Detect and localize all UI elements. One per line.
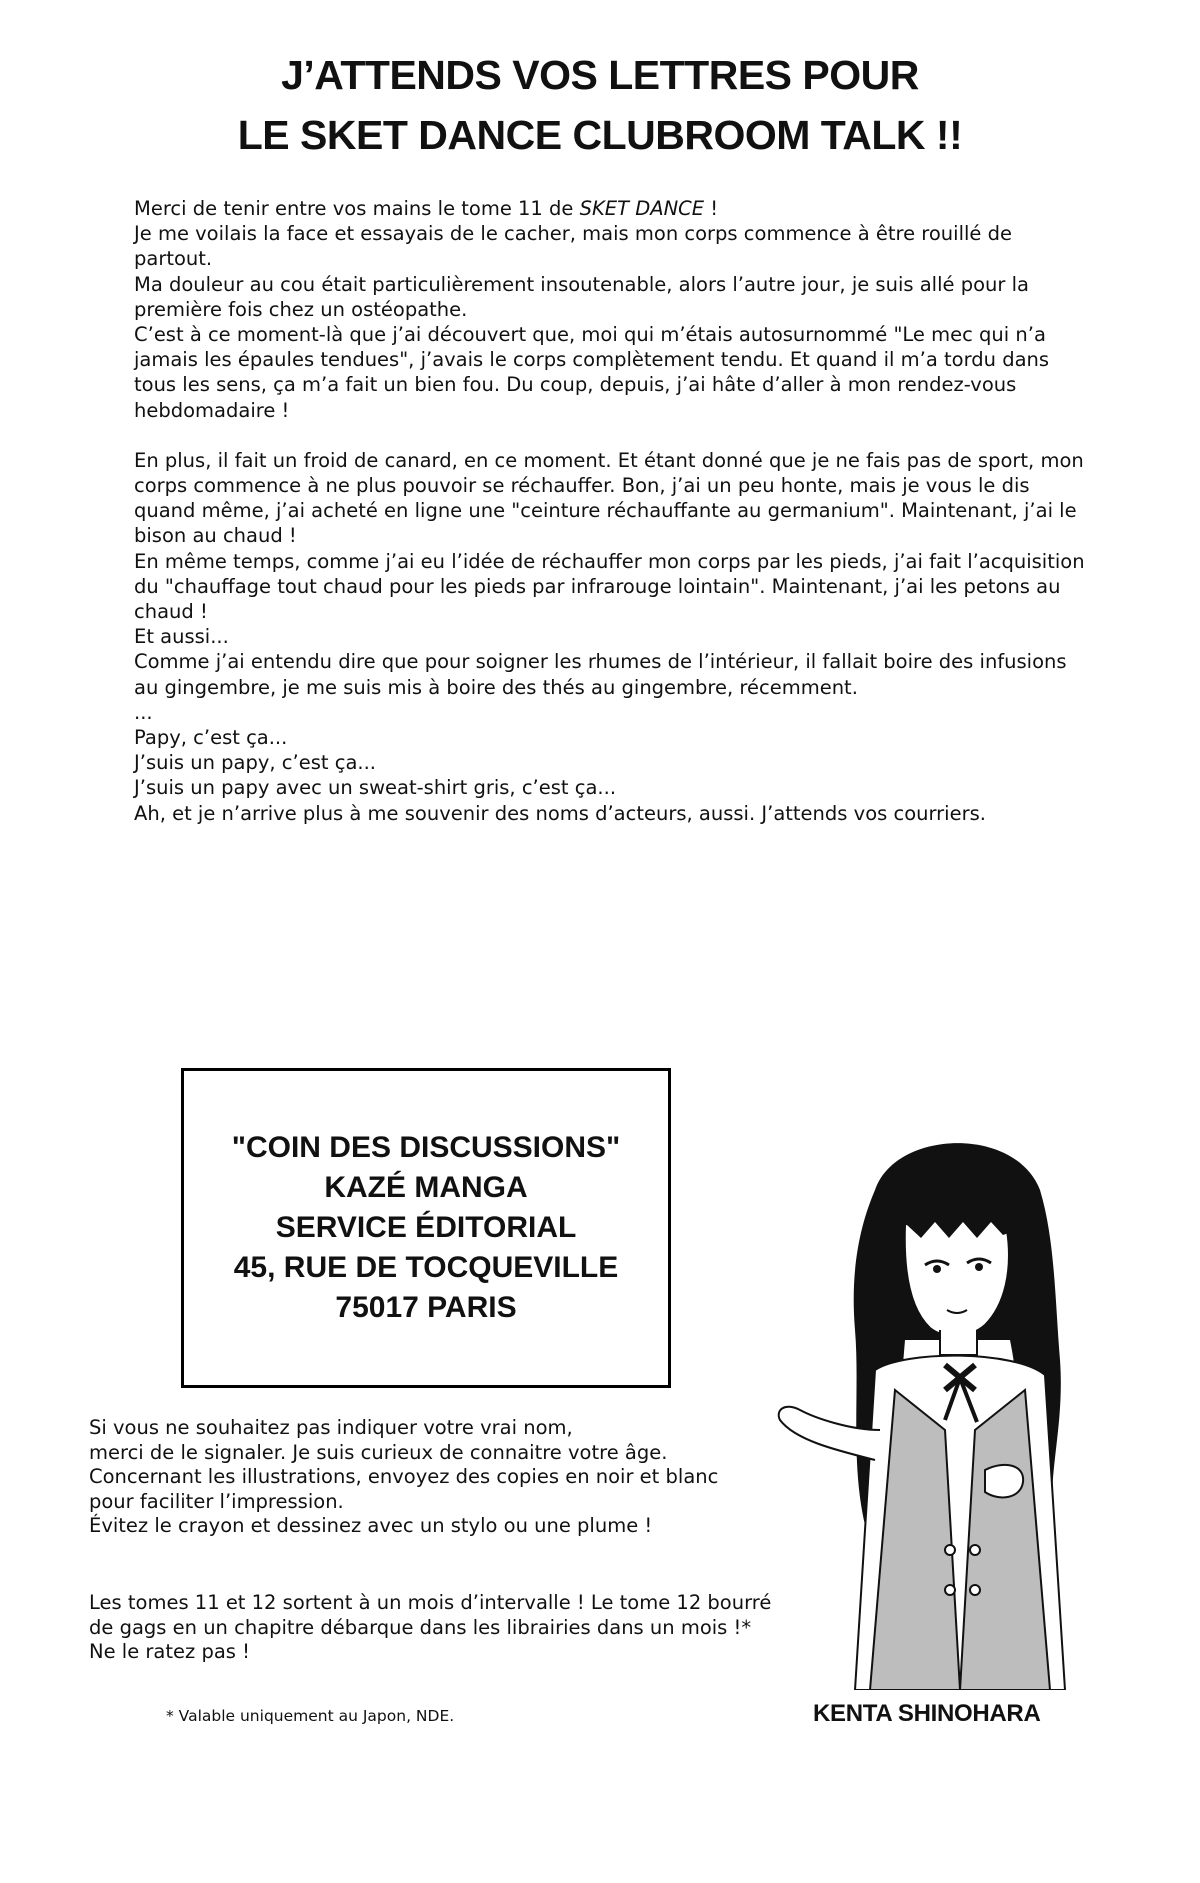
- release-announcement: [89, 1591, 789, 1665]
- intro-paragraph: Comme j’ai entendu dire que pour soigner les rhumes de l’intérieur, il fallait boire des infusions au gingembre, je me suis mis à boire des thés au gingembre, récemment.: [134, 650, 1067, 699]
- character-illustration: [755, 1130, 1155, 1690]
- mailing-address-box: [181, 1068, 671, 1388]
- intro-paragraph: ...: [134, 700, 153, 724]
- author-signature: KENTA SHINOHARA: [813, 1700, 1041, 1727]
- address-line: "COIN DES DISCUSSIONS": [231, 1131, 621, 1164]
- intro-text-segment: !: [704, 197, 719, 220]
- announcement-line: Ne le ratez pas !: [89, 1640, 250, 1663]
- page-title: [0, 45, 1200, 165]
- intro-paragraph: J’suis un papy, c’est ça...: [134, 751, 376, 775]
- announcement-line: Les tomes 11 et 12 sortent à un mois d’intervalle ! Le tome 12 bourré: [89, 1591, 772, 1614]
- instruction-line: Évitez le crayon et dessinez avec un stylo ou une plume !: [89, 1514, 653, 1537]
- announcement-line: de gags en un chapitre débarque dans les librairies dans un mois !*: [89, 1615, 752, 1639]
- intro-paragraph: Papy, c’est ça...: [134, 726, 288, 750]
- series-title: SKET DANCE: [579, 197, 705, 220]
- intro-paragraph: Ah, et je n’arrive plus à me souvenir des noms d’acteurs, aussi. J’attends vos courriers.: [134, 801, 986, 825]
- address-line: SERVICE ÉDITORIAL: [275, 1211, 577, 1244]
- address-line: KAZÉ MANGA: [324, 1171, 528, 1204]
- instruction-line: pour faciliter l’impression.: [89, 1489, 344, 1513]
- address-line: 75017 PARIS: [335, 1291, 517, 1324]
- intro-paragraph: Et aussi...: [134, 625, 229, 649]
- submission-instructions: [89, 1416, 789, 1539]
- title-line-1: J’ATTENDS VOS LETTRES POUR: [281, 52, 919, 98]
- instruction-line: merci de le signaler. Je suis curieux de connaitre votre âge.: [89, 1440, 668, 1464]
- address-line: 45, RUE DE TOCQUEVILLE: [233, 1251, 619, 1284]
- instruction-line: Si vous ne souhaitez pas indiquer votre vrai nom,: [89, 1416, 573, 1439]
- intro-text-segment: Merci de tenir entre vos mains le tome 11 de: [134, 197, 580, 220]
- instruction-line: Concernant les illustrations, envoyez des copies en noir et blanc: [89, 1465, 719, 1488]
- intro-paragraph: Je me voilais la face et essayais de le cacher, mais mon corps commence à être rouillé de partout.: [134, 222, 1012, 271]
- intro-paragraph: [134, 196, 1094, 221]
- title-line-2: LE SKET DANCE CLUBROOM TALK !!: [237, 112, 963, 158]
- intro-paragraph: J’suis un papy avec un sweat-shirt gris, c’est ça...: [134, 776, 617, 800]
- footnote: * Valable uniquement au Japon, NDE.: [166, 1707, 455, 1725]
- intro-paragraph: En plus, il fait un froid de canard, en ce moment. Et étant donné que je ne fais pas de sport, mon corps commence à ne plus pouvoir se réchauffer. Bon, j’ai un peu honte, mais je vous le dis quand même, j’ai acheté en ligne une "ceinture réchauffante au germanium". Maintenant, j’ai le bison au chaud !: [134, 448, 1084, 548]
- intro-paragraph: En même temps, comme j’ai eu l’idée de réchauffer mon corps par les pieds, j’ai fait l’acquisition du "chauffage tout chaud pour les pieds par infrarouge lointain". Maintenant, j’ai les petons au chaud !: [134, 549, 1085, 624]
- paragraph-gap: [134, 423, 1094, 448]
- intro-text: [134, 196, 1094, 826]
- intro-paragraph: Ma douleur au cou était particulièrement insoutenable, alors l’autre jour, je suis allé pour la première fois chez un ostéopathe.: [134, 272, 1029, 321]
- intro-paragraph: C’est à ce moment-là que j’ai découvert que, moi qui m’étais autosurnommé "Le mec qui n’a jamais les épaules tendues", j’avais le corps complètement tendu. Et quand il m’a tordu dans tous les sens, ça m’a fait un bien fou. Du coup, depuis, j’ai hâte d’aller à mon rendez-vous hebdomadaire !: [134, 323, 1050, 422]
